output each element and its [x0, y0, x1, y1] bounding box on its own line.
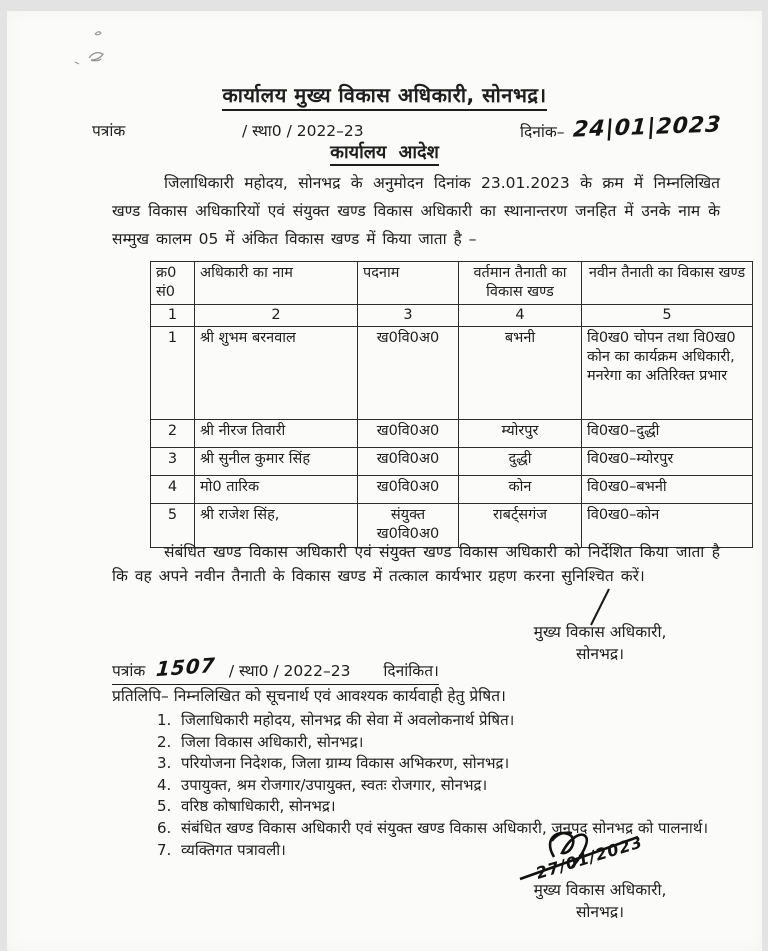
cell-current-block: दुद्धी [459, 448, 582, 476]
table-row [151, 476, 753, 504]
signature-scribble-icon [512, 827, 672, 883]
list-item-text: व्यक्तिगत पत्रावली। [181, 840, 286, 859]
table-row [151, 327, 753, 420]
scanned-document-page [7, 11, 762, 951]
office-order-heading [7, 140, 762, 164]
cell-designation: ख0वि0अ0 [358, 420, 459, 448]
cell-designation: ख0वि0अ0 [358, 327, 459, 420]
list-item-text: परियोजना निदेशक, जिला ग्राम्य विकास अभिकरण, सोनभद्र। [181, 754, 510, 773]
cell-serial: 2 [151, 420, 195, 448]
list-item-text: जिलाधिकारी महोदय, सोनभद्र की सेवा में अवलोकनार्थ प्रेषित। [181, 711, 515, 729]
list-item [157, 753, 709, 775]
cell-designation: ख0वि0अ0 [358, 448, 459, 476]
cell-new-block: वि0ख0–म्योरपुर [582, 448, 753, 476]
list-item-text: संबंधित खण्ड विकास अधिकारी एवं संयुक्त खण्ड विकास अधिकारी, जनपद सोनभद्र को पालनार्थ। [181, 818, 709, 837]
header-designation: पदनाम [358, 262, 459, 305]
letter-number-value: / स्था0 / 2022–23 [242, 122, 364, 140]
copy-letter-number: / स्था0 / 2022–23 [228, 662, 351, 680]
list-item [157, 796, 709, 818]
copy-letter-label: पत्रांक [112, 662, 146, 680]
col-number: 5 [582, 305, 753, 327]
header-officer-name: अधिकारी का नाम [195, 262, 358, 305]
pencil-scribble-marks [67, 26, 127, 71]
date-line [520, 112, 723, 143]
signatory-district: सोनभद्र। [575, 903, 625, 921]
list-item-number: 4. [157, 775, 172, 794]
cell-designation: ख0वि0अ0 [358, 476, 459, 504]
cell-new-block: वि0ख0–बभनी [582, 476, 753, 504]
table-row [151, 448, 753, 476]
list-item-number: 1. [157, 711, 172, 729]
list-item [157, 732, 709, 754]
cell-serial: 3 [151, 448, 195, 476]
cell-current-block: बभनी [459, 327, 582, 420]
list-item [157, 775, 709, 797]
header-new-block: नवीन तैनाती का विकास खण्ड [582, 262, 753, 305]
list-item-number: 6. [157, 818, 172, 837]
cell-serial: 1 [151, 327, 195, 420]
cell-serial: 5 [151, 504, 195, 548]
cell-new-block: वि0ख0–कोन [582, 504, 753, 548]
cell-officer-name: मो0 तारिक [195, 476, 358, 504]
list-item-number: 7. [157, 840, 172, 859]
cell-designation: संयुक्त ख0वि0अ0 [358, 504, 459, 548]
signature-block-cdo-bottom [505, 879, 695, 923]
col-number: 4 [459, 305, 582, 327]
transfer-table [150, 261, 753, 548]
list-item-number: 5. [157, 797, 172, 816]
signatory-designation: मुख्य विकास अधिकारी, [533, 623, 667, 641]
signatory-designation: मुख्य विकास अधिकारी, [533, 881, 667, 899]
directive-paragraph: संबंधित खण्ड विकास अधिकारी एवं संयुक्त खण्ड विकास अधिकारी को निर्देशित किया जाता है कि वह अपने नवीन तैनाती के विकास खण्ड में तत्काल कार्यभार ग्रहण करना सुनिश्चित करें। [112, 543, 720, 585]
handwritten-letter-number: 1507 [155, 652, 217, 682]
office-order-heading-text: कार्यालय आदेश [330, 142, 439, 166]
cell-current-block: कोन [459, 476, 582, 504]
list-item-text: उपायुक्त, श्रम रोजगार/उपायुक्त, स्वतः रोजगार, सोनभद्र। [181, 775, 488, 794]
cell-officer-name: श्री नीरज तिवारी [195, 420, 358, 448]
col-number: 1 [151, 305, 195, 327]
signatory-district: सोनभद्र। [575, 645, 625, 663]
signature-block-cdo [505, 621, 695, 665]
document-title-text: कार्यालय मुख्य विकास अधिकारी, सोनभद्र। [222, 83, 546, 111]
col-number: 2 [195, 305, 358, 327]
col-number: 3 [358, 305, 459, 327]
cell-officer-name: श्री शुभम बरनवाल [195, 327, 358, 420]
table-row [151, 420, 753, 448]
letter-number-label: पत्रांक [92, 122, 126, 140]
copy-letter-line [112, 652, 439, 685]
list-item-text: वरिष्ठ कोषाधिकारी, सोनभद्र। [181, 797, 336, 816]
table-column-number-row [151, 305, 753, 327]
cell-new-block: वि0ख0–दुद्धी [582, 420, 753, 448]
list-item-number: 2. [157, 732, 172, 751]
cell-serial: 4 [151, 476, 195, 504]
list-item-text: जिला विकास अधिकारी, सोनभद्र। [181, 732, 364, 751]
cell-current-block: राबर्ट्सगंज [459, 504, 582, 548]
cell-current-block: म्योरपुर [459, 420, 582, 448]
list-item-number: 3. [157, 754, 172, 773]
header-serial: क्र0 सं0 [151, 262, 195, 305]
cell-officer-name: श्री सुनील कुमार सिंह [195, 448, 358, 476]
copy-intro-line: प्रतिलिपि– निम्नलिखित को सूचनार्थ एवं आवश्यक कार्यवाही हेतु प्रेषित। [112, 687, 506, 705]
handwritten-dispatch-date: 27/01/2023 [533, 832, 646, 883]
intro-paragraph: जिलाधिकारी महोदय, सोनभद्र के अनुमोदन दिनांक 23.01.2023 के क्रम में निम्नलिखित खण्ड विकास अधिकारियों एवं संयुक्त खण्ड विकास अधिकारी का स्थानान्तरण जनहित में उनके नाम के सम्मुख कालम 05 में अंकित विकास खण्ड में किया जाता है – [112, 174, 720, 248]
cell-new-block: वि0ख0 चोपन तथा वि0ख0 कोन का कार्यक्रम अधिकारी, मनरेगा का अतिरिक्त प्रभार [582, 327, 753, 420]
date-label: दिनांक– [520, 123, 565, 141]
dated-label: दिनांकित। [383, 662, 439, 680]
list-item [157, 710, 709, 732]
cell-officer-name: श्री राजेश सिंह, [195, 504, 358, 548]
header-current-block: वर्तमान तैनाती का विकास खण्ड [459, 262, 582, 305]
table-header-row [151, 262, 753, 305]
document-title [7, 81, 762, 108]
handwritten-issue-date: 24|01|2023 [572, 112, 723, 143]
